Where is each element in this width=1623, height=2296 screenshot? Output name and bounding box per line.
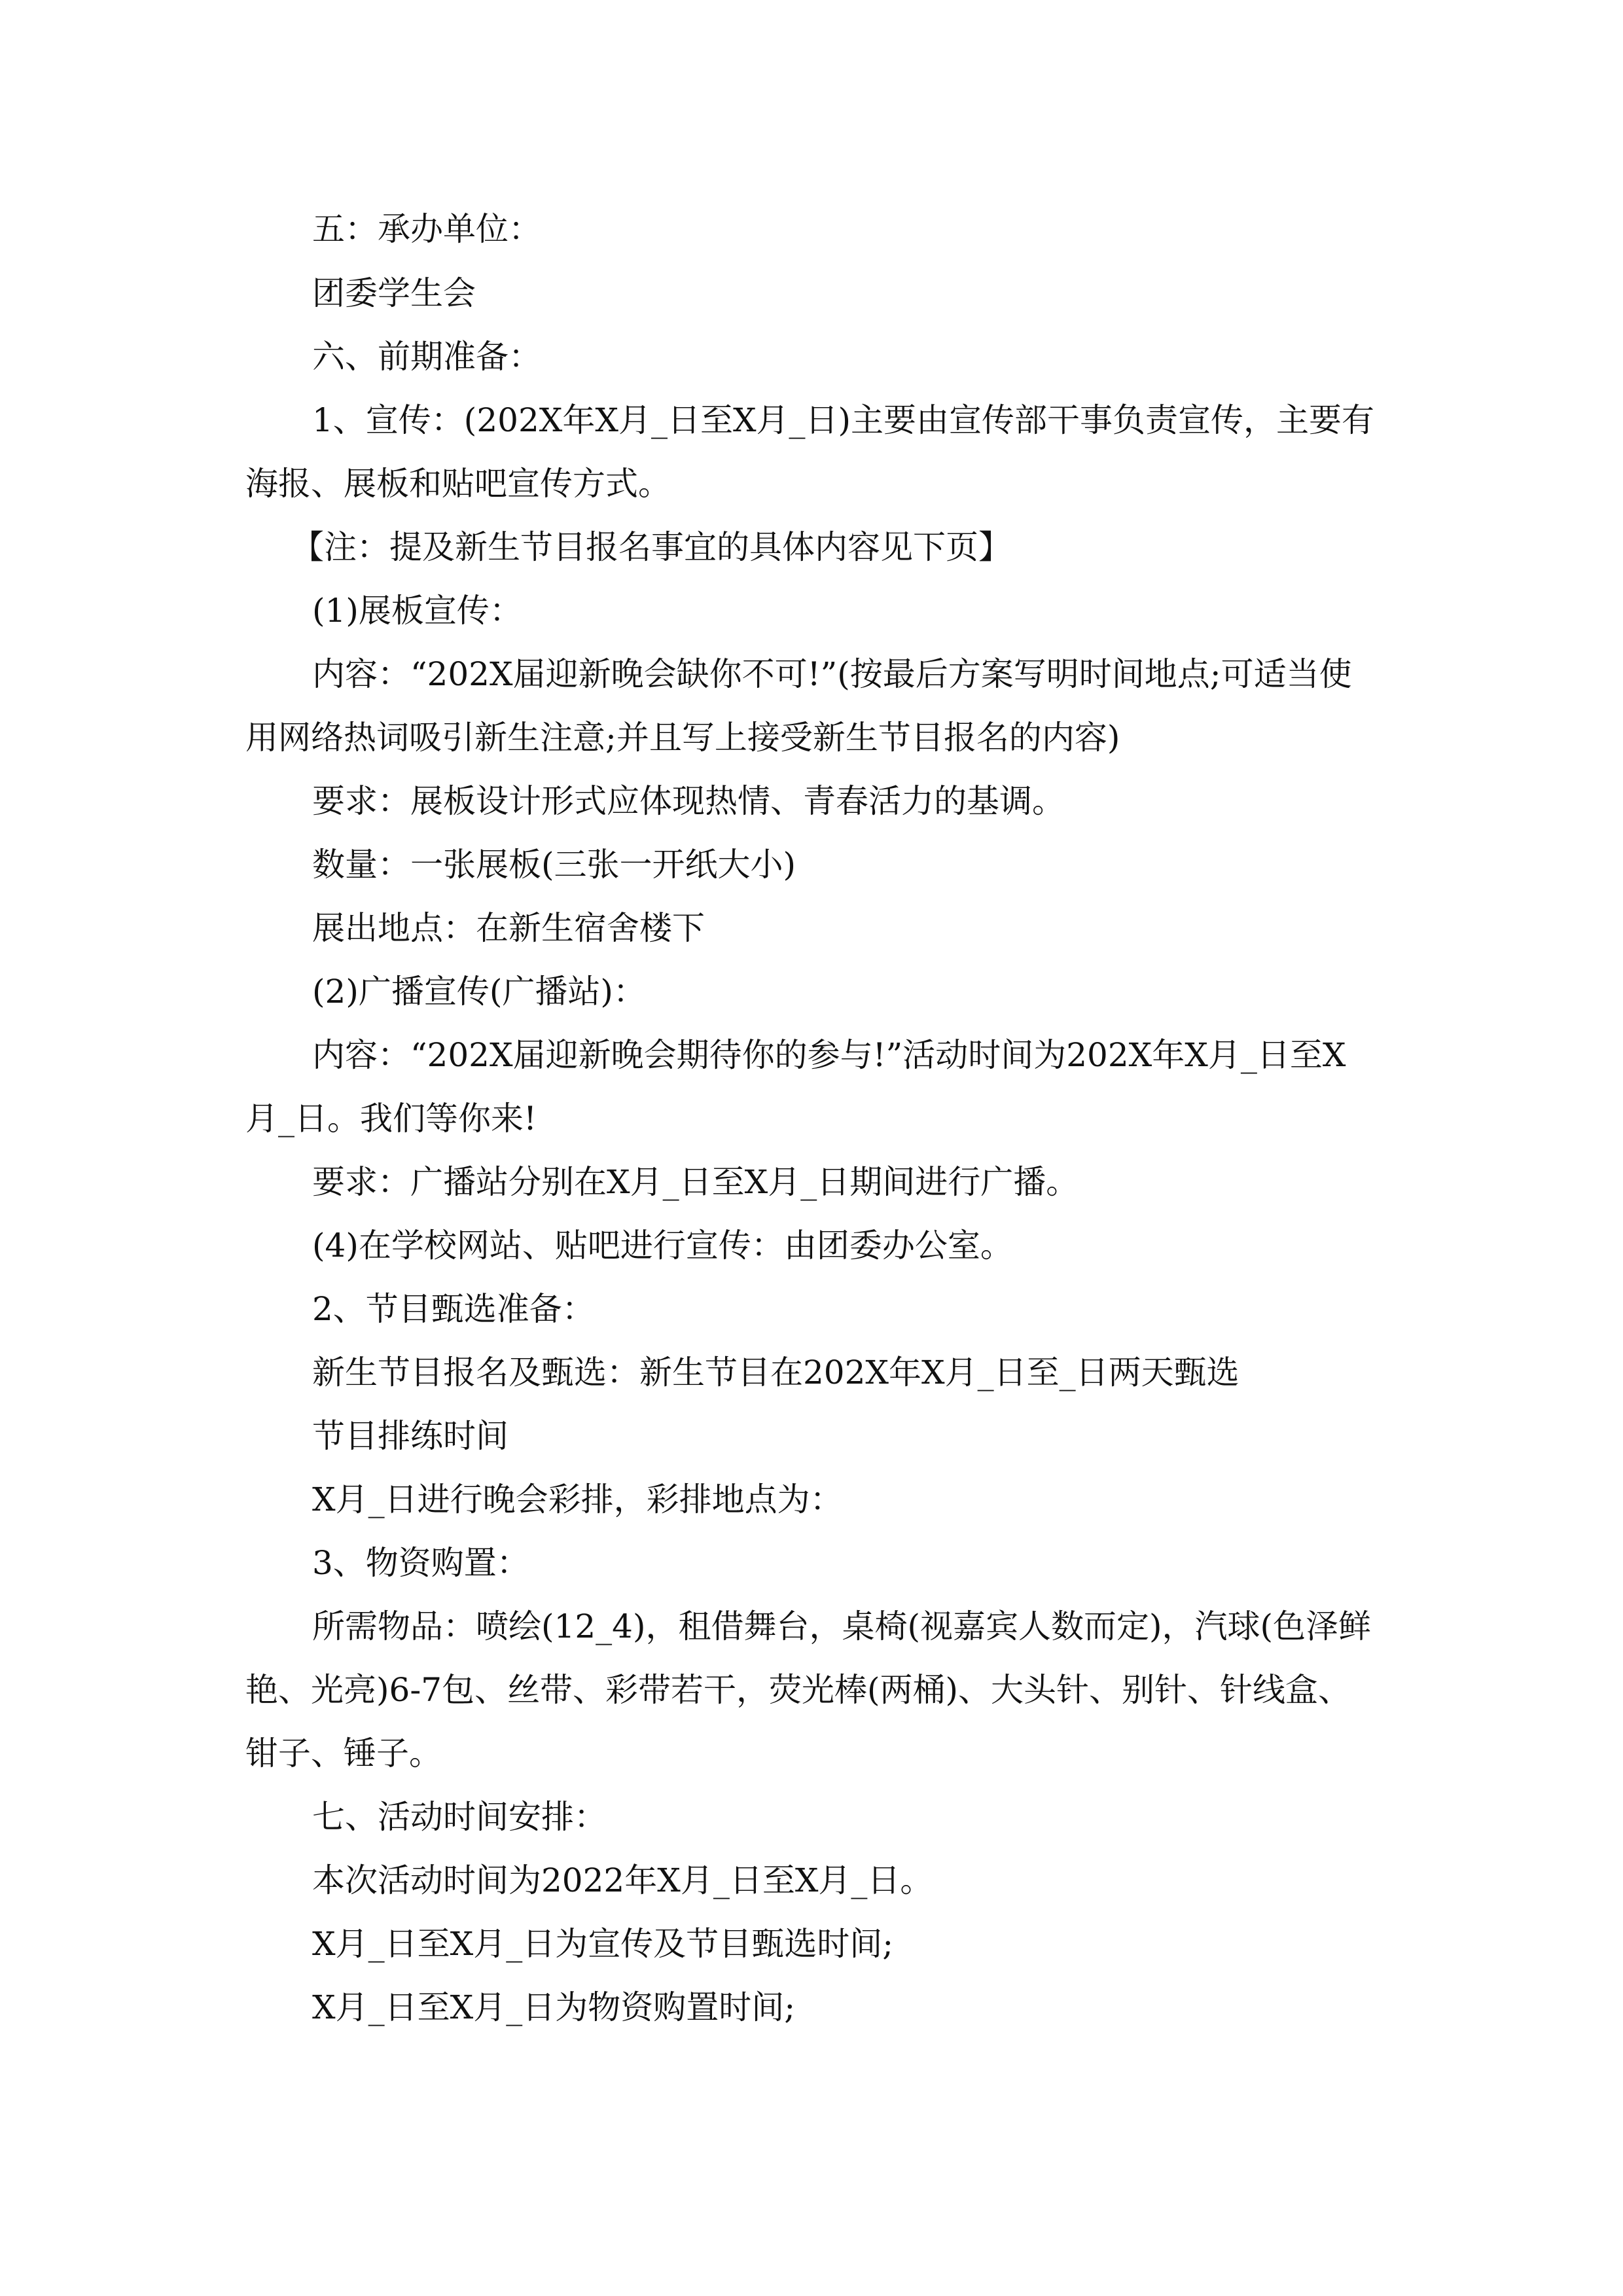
schedule-publicity-selection: X月_日至X月_日为宣传及节目甄选时间; (312, 1925, 894, 1963)
subheading-board-publicity: (1)展板宣传： (312, 592, 522, 630)
schedule-overall: 本次活动时间为2022年X月_日至X月_日。 (312, 1861, 933, 1899)
section-heading-organizer: 五：承办单位： (312, 210, 541, 248)
supplies-list-line-2: 艳、光亮)6-7包、丝带、彩带若干，荧光棒(两桶)、大头针、别针、针线盒、 (245, 1671, 1351, 1709)
board-location: 展出地点：在新生宿舍楼下 (312, 909, 705, 947)
publicity-paragraph-line-1: 1、宣传：(202X年X月_日至X月_日)主要由宣传部干事负责宣传，主要有 (312, 401, 1375, 439)
section-program-selection: 2、节目甄选准备： (312, 1290, 595, 1328)
board-quantity: 数量：一张展板(三张一开纸大小) (312, 846, 796, 884)
note-line: 【注：提及新生节目报名事宜的具体内容见下页】 (291, 528, 1011, 566)
board-requirement: 要求：展板设计形式应体现热情、青春活力的基调。 (312, 782, 1065, 820)
subheading-radio-publicity: (2)广播宣传(广播站)： (312, 973, 646, 1011)
program-selection-detail: 新生节目报名及甄选：新生节目在202X年X月_日至_日两天甄选 (312, 1354, 1240, 1391)
radio-requirement: 要求：广播站分别在X月_日至X月_日期间进行广播。 (312, 1163, 1079, 1201)
board-content-line-1: 内容：“202X届迎新晚会缺你不可!”(按最后方案写明时间地点;可适当使 (312, 655, 1352, 693)
radio-content-line-1: 内容：“202X届迎新晚会期待你的参与!”活动时间为202X年X月_日至X (312, 1036, 1346, 1074)
supplies-list-line-1: 所需物品：喷绘(12_4)，租借舞台，桌椅(视嘉宾人数而定)，汽球(色泽鲜 (312, 1607, 1371, 1645)
board-content-line-2: 用网络热词吸引新生注意;并且写上接受新生节目报名的内容) (245, 719, 1120, 757)
radio-content-line-2: 月_日。我们等你来! (245, 1100, 537, 1138)
rehearsal-detail: X月_日进行晚会彩排，彩排地点为： (312, 1480, 843, 1518)
supplies-list-line-3: 钳子、锤子。 (245, 1734, 442, 1772)
section-schedule: 七、活动时间安排： (312, 1798, 607, 1836)
rehearsal-time-heading: 节目排练时间 (312, 1417, 508, 1455)
publicity-paragraph-line-2: 海报、展板和贴吧宣传方式。 (245, 465, 671, 503)
section-supplies: 3、物资购置： (312, 1544, 529, 1582)
organizer-name: 团委学生会 (312, 274, 476, 312)
schedule-supplies: X月_日至X月_日为物资购置时间; (312, 1988, 796, 2026)
section-heading-preparation: 六、前期准备： (312, 338, 541, 376)
website-publicity: (4)在学校网站、贴吧进行宣传：由团委办公室。 (312, 1227, 1013, 1265)
